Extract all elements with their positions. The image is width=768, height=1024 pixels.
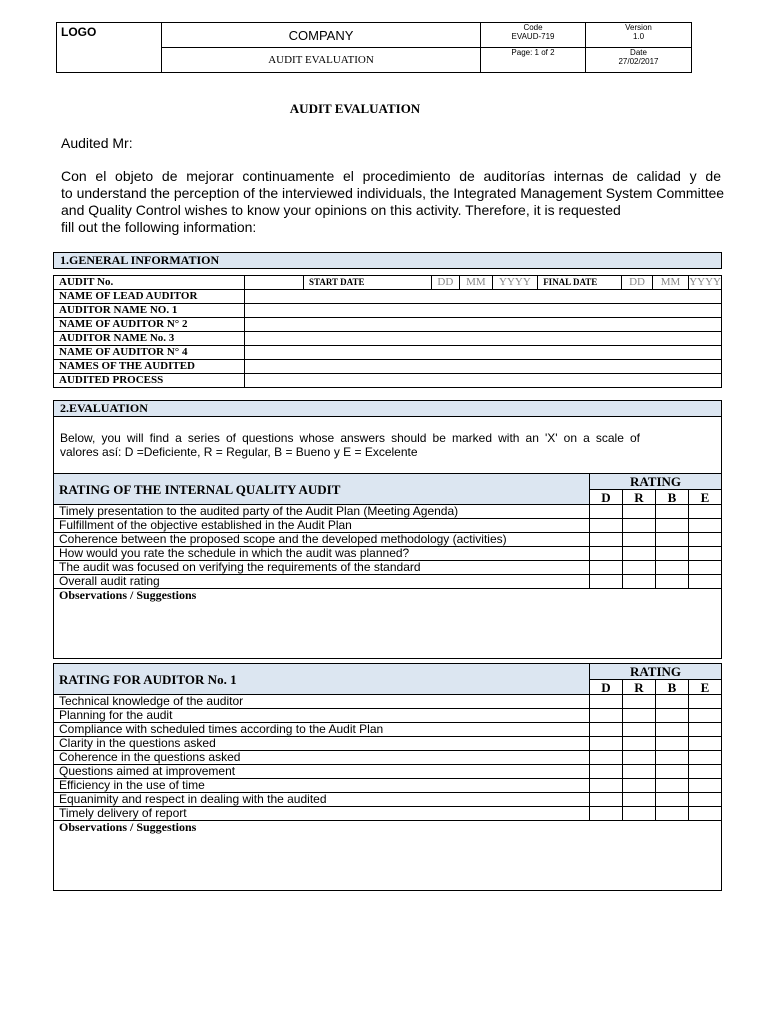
- intro-line-1: Con el objeto de mejorar continuamente el procedimiento de auditorías internas de calidad y de: [61, 168, 721, 184]
- auditor-rating-table: [53, 663, 722, 891]
- question-label: The audit was focused on verifying the requirements of the standard: [54, 561, 590, 575]
- mark-e-cell[interactable]: [689, 793, 722, 807]
- lead-auditor-field[interactable]: [245, 290, 722, 304]
- mark-d-cell[interactable]: [590, 737, 623, 751]
- observations-label: Observations / Suggestions: [59, 820, 197, 834]
- mark-b-cell[interactable]: [656, 547, 689, 561]
- audited-label: Audited Mr:: [61, 135, 133, 151]
- version-cell: [586, 23, 692, 48]
- date-value: 27/02/2017: [618, 57, 659, 66]
- mark-r-cell[interactable]: [623, 519, 656, 533]
- mark-e-cell[interactable]: [689, 533, 722, 547]
- auditor-1-field[interactable]: [245, 304, 722, 318]
- date-cell: [586, 48, 692, 73]
- mark-d-cell[interactable]: [590, 765, 623, 779]
- mark-b-cell[interactable]: [656, 723, 689, 737]
- mark-e-cell[interactable]: [689, 737, 722, 751]
- date-label: Date: [630, 48, 647, 57]
- auditor-2-field[interactable]: [245, 318, 722, 332]
- mark-r-cell[interactable]: [623, 709, 656, 723]
- final-date-label: FINAL DATE: [538, 276, 622, 290]
- table-row: [54, 765, 722, 779]
- mark-d-cell[interactable]: [590, 575, 623, 589]
- mark-b-cell[interactable]: [656, 505, 689, 519]
- question-label: Planning for the audit: [54, 709, 590, 723]
- mark-b-cell[interactable]: [656, 575, 689, 589]
- evaluation-line-2: valores así: D =Deficiente, R = Regular, B = Bueno y E = Excelente: [60, 445, 418, 459]
- mark-e-cell[interactable]: [689, 575, 722, 589]
- mark-b-cell[interactable]: [656, 709, 689, 723]
- mark-e-cell[interactable]: [689, 547, 722, 561]
- table-row: [54, 793, 722, 807]
- table-row: [54, 751, 722, 765]
- intro-line-4: fill out the following information:: [61, 219, 257, 235]
- quality-observations[interactable]: [54, 589, 722, 659]
- mark-d-cell[interactable]: [590, 695, 623, 709]
- general-row-label: NAME OF AUDITOR N° 4: [54, 346, 245, 360]
- mark-b-cell[interactable]: [656, 519, 689, 533]
- mark-d-cell[interactable]: [590, 709, 623, 723]
- question-label: How would you rate the schedule in which the audit was planned?: [54, 547, 590, 561]
- mark-d-cell[interactable]: [590, 807, 623, 821]
- general-row-label: AUDITED PROCESS: [54, 374, 245, 388]
- evaluation-heading: 2.EVALUATION: [54, 401, 721, 417]
- evaluation-line-1: Below, you will find a series of questions whose answers should be marked with an 'X' on a scale of: [60, 431, 640, 445]
- mark-r-cell[interactable]: [623, 765, 656, 779]
- final-mm-field[interactable]: MM: [652, 276, 688, 290]
- page-number: Page: 1 of 2: [481, 48, 586, 73]
- table-row: [54, 519, 722, 533]
- scale-r: R: [623, 680, 656, 695]
- mark-e-cell[interactable]: [689, 561, 722, 575]
- audit-no-label: AUDIT No.: [54, 276, 245, 290]
- mark-e-cell[interactable]: [689, 751, 722, 765]
- mark-b-cell[interactable]: [656, 751, 689, 765]
- quality-rating-table: [53, 473, 722, 659]
- scale-b: B: [656, 680, 689, 695]
- mark-d-cell[interactable]: [590, 561, 623, 575]
- mark-b-cell[interactable]: [656, 561, 689, 575]
- general-info-section: [53, 252, 722, 269]
- mark-d-cell[interactable]: [590, 793, 623, 807]
- observations-label: Observations / Suggestions: [59, 588, 197, 602]
- start-mm-field[interactable]: MM: [460, 276, 493, 290]
- document-subtitle: AUDIT EVALUATION: [162, 48, 481, 73]
- start-date-label: START DATE: [304, 276, 432, 290]
- mark-d-cell[interactable]: [590, 519, 623, 533]
- question-label: Equanimity and respect in dealing with the audited: [54, 793, 590, 807]
- mark-e-cell[interactable]: [689, 505, 722, 519]
- question-label: Technical knowledge of the auditor: [54, 695, 590, 709]
- mark-b-cell[interactable]: [656, 695, 689, 709]
- mark-d-cell[interactable]: [590, 533, 623, 547]
- scale-d: D: [590, 490, 623, 505]
- audit-no-field[interactable]: [245, 276, 304, 290]
- final-yyyy-field[interactable]: YYYY: [689, 276, 721, 288]
- mark-b-cell[interactable]: [656, 737, 689, 751]
- question-label: Clarity in the questions asked: [54, 737, 590, 751]
- general-info-table: [53, 275, 722, 388]
- question-label: Coherence in the questions asked: [54, 751, 590, 765]
- rating-header: RATING: [590, 474, 722, 490]
- mark-r-cell[interactable]: [623, 561, 656, 575]
- page-title: AUDIT EVALUATION: [289, 101, 421, 116]
- mark-r-cell[interactable]: [623, 751, 656, 765]
- mark-b-cell[interactable]: [656, 533, 689, 547]
- version-value: 1.0: [632, 32, 645, 41]
- question-label: Timely delivery of report: [54, 807, 590, 821]
- table-row: [54, 779, 722, 793]
- table-row: [54, 533, 722, 547]
- mark-r-cell[interactable]: [623, 695, 656, 709]
- start-yyyy-field[interactable]: YYYY: [492, 276, 538, 290]
- table-row: [54, 575, 722, 589]
- general-row-label: NAME OF AUDITOR N° 2: [54, 318, 245, 332]
- mark-b-cell[interactable]: [656, 765, 689, 779]
- mark-d-cell[interactable]: [590, 779, 623, 793]
- question-label: Compliance with scheduled times according to the Audit Plan: [54, 723, 590, 737]
- mark-r-cell[interactable]: [623, 793, 656, 807]
- table-row: [54, 505, 722, 519]
- audited-names-field[interactable]: [245, 360, 722, 374]
- mark-d-cell[interactable]: [590, 505, 623, 519]
- mark-r-cell[interactable]: [623, 575, 656, 589]
- mark-b-cell[interactable]: [656, 793, 689, 807]
- general-row-label: AUDITOR NAME No. 3: [54, 332, 245, 346]
- mark-e-cell[interactable]: [689, 723, 722, 737]
- company-name: COMPANY: [162, 23, 481, 48]
- mark-d-cell[interactable]: [590, 723, 623, 737]
- intro-line-3: and Quality Control wishes to know your opinions on this activity. Therefore, it is requested: [61, 202, 621, 218]
- mark-r-cell[interactable]: [623, 737, 656, 751]
- code-value: EVAUD-719: [511, 32, 555, 41]
- audited-process-field[interactable]: [245, 374, 722, 388]
- auditor-observations[interactable]: [54, 821, 722, 891]
- auditor-3-field[interactable]: [245, 332, 722, 346]
- question-label: Efficiency in the use of time: [54, 779, 590, 793]
- mark-r-cell[interactable]: [623, 533, 656, 547]
- logo: LOGO: [57, 23, 162, 73]
- code-label: Code: [523, 23, 543, 32]
- evaluation-instructions: [54, 417, 640, 459]
- scale-b: B: [656, 490, 689, 505]
- mark-d-cell[interactable]: [590, 547, 623, 561]
- mark-e-cell[interactable]: [689, 695, 722, 709]
- intro-line-2: to understand the perception of the interviewed individuals, the Integrated Management System Committee: [61, 185, 725, 201]
- mark-r-cell[interactable]: [623, 505, 656, 519]
- code-cell: [481, 23, 586, 48]
- mark-e-cell[interactable]: [689, 709, 722, 723]
- mark-b-cell[interactable]: [656, 779, 689, 793]
- auditor-heading: RATING FOR AUDITOR No. 1: [54, 664, 590, 695]
- mark-e-cell[interactable]: [689, 519, 722, 533]
- question-label: Coherence between the proposed scope and the developed methodology (activities): [54, 533, 590, 547]
- scale-r: R: [623, 490, 656, 505]
- mark-r-cell[interactable]: [623, 807, 656, 821]
- mark-r-cell[interactable]: [623, 779, 656, 793]
- mark-d-cell[interactable]: [590, 751, 623, 765]
- table-row: [54, 709, 722, 723]
- general-row-label: AUDITOR NAME NO. 1: [54, 304, 245, 318]
- table-row: [54, 723, 722, 737]
- scale-d: D: [590, 680, 623, 695]
- table-row: [54, 561, 722, 575]
- general-row-label: NAMES OF THE AUDITED: [54, 360, 245, 374]
- table-row: [54, 695, 722, 709]
- table-row: [54, 547, 722, 561]
- table-row: [54, 807, 722, 821]
- general-row-label: NAME OF LEAD AUDITOR: [54, 290, 245, 304]
- table-row: [54, 737, 722, 751]
- version-label: Version: [625, 23, 652, 32]
- question-label: Overall audit rating: [54, 575, 590, 589]
- intro-text: [61, 168, 725, 236]
- general-info-heading: 1.GENERAL INFORMATION: [54, 253, 721, 269]
- document-header: [56, 22, 692, 73]
- mark-e-cell[interactable]: [689, 807, 722, 821]
- question-label: Fulfillment of the objective established in the Audit Plan: [54, 519, 590, 533]
- scale-e: E: [689, 490, 722, 505]
- start-dd-field[interactable]: DD: [431, 276, 460, 290]
- evaluation-section: [53, 400, 722, 474]
- scale-e: E: [689, 680, 722, 695]
- rating-header: RATING: [590, 664, 722, 680]
- question-label: Questions aimed at improvement: [54, 765, 590, 779]
- mark-r-cell[interactable]: [623, 547, 656, 561]
- mark-e-cell[interactable]: [689, 765, 722, 779]
- question-label: Timely presentation to the audited party of the Audit Plan (Meeting Agenda): [54, 505, 590, 519]
- mark-b-cell[interactable]: [656, 807, 689, 821]
- final-dd-field[interactable]: DD: [622, 276, 652, 290]
- quality-heading: RATING OF THE INTERNAL QUALITY AUDIT: [54, 474, 590, 505]
- mark-e-cell[interactable]: [689, 779, 722, 793]
- mark-r-cell[interactable]: [623, 723, 656, 737]
- auditor-4-field[interactable]: [245, 346, 722, 360]
